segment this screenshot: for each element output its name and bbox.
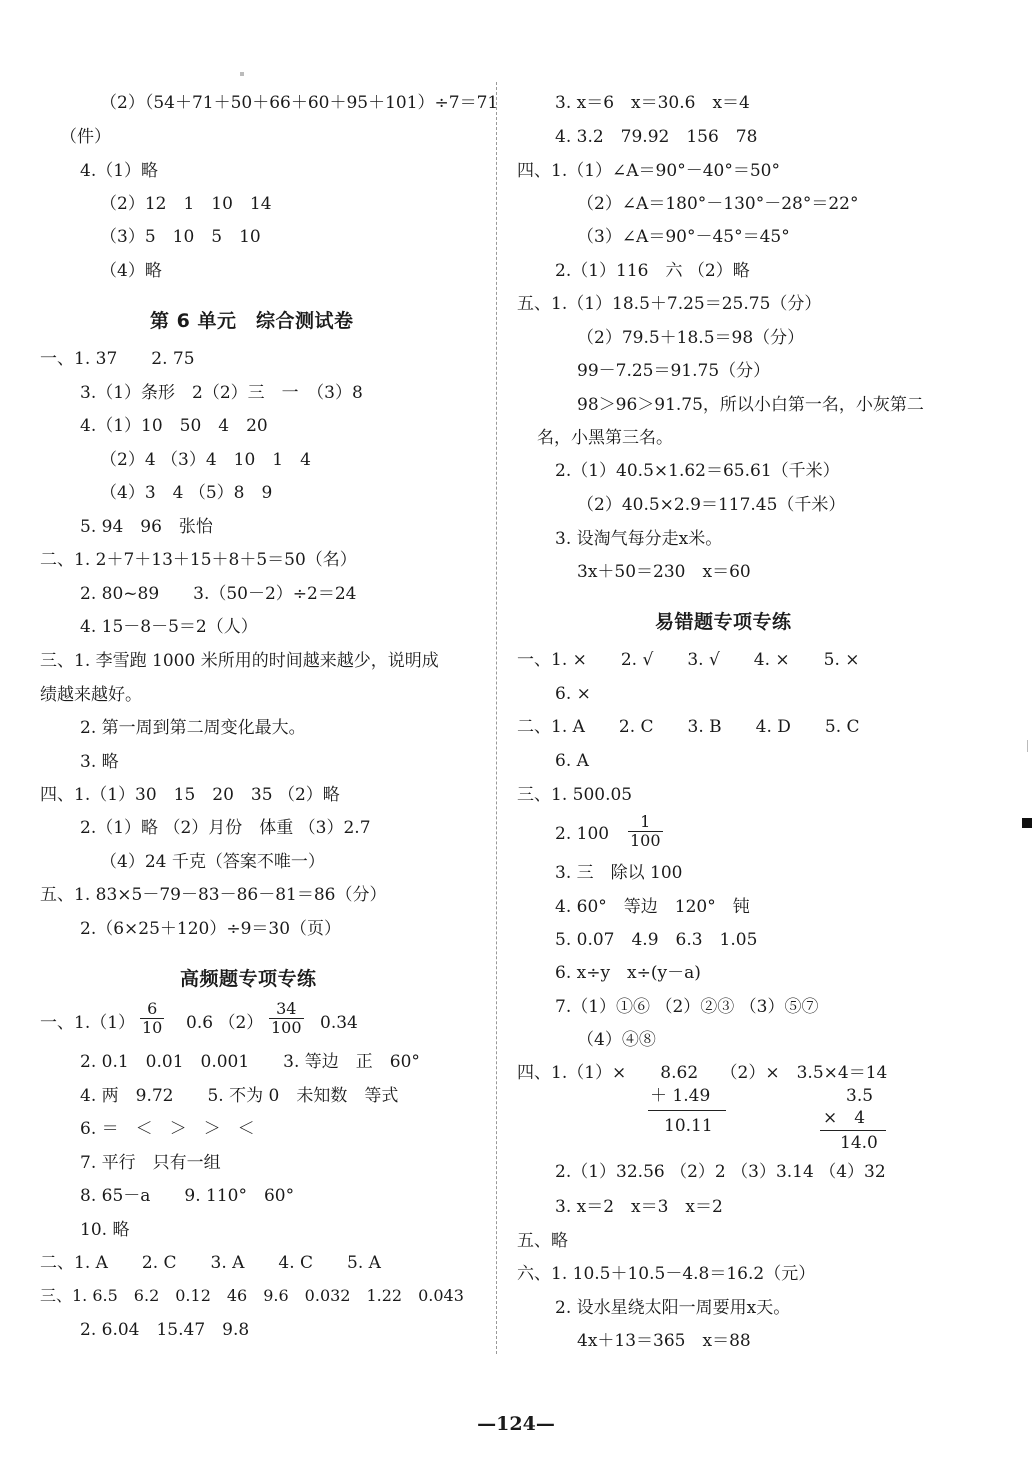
text-line: 2. 80~89 3.（50－2）÷2＝24 — [80, 584, 357, 604]
text-line: 3. x＝6 x＝30.6 x＝4 — [555, 93, 750, 113]
text-line: 五、1. 83×5－79－83－86－81＝86（分） — [40, 885, 387, 905]
fraction-denominator: 10 — [142, 1018, 163, 1037]
text-line: 一、1. × 2. √ 3. √ 4. × 5. × — [517, 650, 860, 670]
text-line: （2）12 1 10 14 — [100, 194, 272, 214]
text-line: 五、1.（1）18.5＋7.25＝25.75（分） — [517, 294, 822, 314]
text-line: 四、1.（1）30 15 20 35 （2）略 — [40, 785, 340, 805]
text-line: 2. 第一周到第二周变化最大。 — [80, 718, 306, 738]
text-line: 三、1. 李雪跑 1000 米所用的时间越来越少，说明成 — [40, 651, 439, 671]
addition-result: 10.11 — [664, 1116, 713, 1136]
text-line: 6. x÷y x÷(y－a) — [555, 963, 701, 983]
fraction — [140, 1000, 164, 1037]
text-line: 0.34 — [320, 1013, 358, 1033]
text-line: 二、1. A 2. C 3. A 4. C 5. A — [40, 1253, 381, 1273]
text-line: 2. 100 — [555, 824, 610, 844]
page-number: —124— — [477, 1413, 555, 1435]
text-line: 五、略 — [517, 1231, 568, 1251]
text-line: 6. × — [555, 684, 591, 704]
addition-rule — [648, 1110, 726, 1111]
text-line: 4. 两 9.72 5. 不为 0 未知数 等式 — [80, 1086, 399, 1106]
text-line: 7.（1）①⑥ （2）②③ （3）⑤⑦ — [555, 997, 819, 1017]
text-line: 绩越来越好。 — [40, 685, 142, 705]
text-line: 2.（1）略 （2）月份 体重 （3）2.7 — [80, 818, 371, 838]
text-line: 一、1. 37 2. 75 — [40, 349, 195, 369]
fraction-numerator: 6 — [140, 1000, 164, 1019]
fraction — [269, 1000, 304, 1037]
text-line: （3）∠A＝90°－45°＝45° — [577, 227, 790, 247]
text-line: 98＞96＞91.75，所以小白第一名，小灰第二 — [577, 395, 924, 415]
fraction — [628, 813, 663, 850]
text-line: 0.6 （2） — [186, 1013, 264, 1033]
text-line: 三、1. 500.05 — [517, 785, 633, 805]
text-line: 2. 0.1 0.01 0.001 3. 等边 正 60° — [80, 1052, 420, 1072]
text-line: （4）24 千克（答案不唯一） — [100, 852, 325, 872]
text-line: （3）5 10 5 10 — [100, 227, 261, 247]
text-line: 二、1. A 2. C 3. B 4. D 5. C — [517, 717, 860, 737]
fraction-numerator: 1 — [628, 813, 663, 832]
text-line: 3. 设淘气每分走x米。 — [555, 529, 723, 549]
section-heading: 易错题专项专练 — [655, 611, 792, 633]
section-heading: 高频题专项专练 — [180, 968, 317, 990]
addition-row: ＋ 1.49 — [650, 1086, 711, 1106]
text-line: 10. 略 — [80, 1220, 130, 1240]
text-line: 3x＋50＝230 x＝60 — [577, 562, 751, 582]
text-line: （2）（54＋71＋50＋66＋60＋95＋101）÷7＝71 — [100, 93, 499, 113]
scan-tick — [1027, 740, 1028, 752]
text-line: 4.（1）略 — [80, 161, 159, 181]
text-line: 5. 94 96 张怡 — [80, 517, 213, 537]
text-line: 3. 略 — [80, 752, 119, 772]
text-line: 2.（6×25＋120）÷9＝30（页） — [80, 919, 342, 939]
text-line: （4）3 4 （5）8 9 — [100, 483, 273, 503]
text-line: 3. 三 除以 100 — [555, 863, 683, 883]
text-line: 2. 6.04 15.47 9.8 — [80, 1320, 250, 1340]
text-line: 2.（1）40.5×1.62＝65.61（千米） — [555, 461, 840, 481]
text-line: 3.（1）条形 2（2）三 一 （3）8 — [80, 383, 363, 403]
text-line: 4x＋13＝365 x＝88 — [577, 1331, 751, 1351]
text-line: 4. 60° 等边 120° 钝 — [555, 897, 750, 917]
text-line: 2. 设水星绕太阳一周要用x天。 — [555, 1298, 791, 1318]
fraction-numerator: 34 — [269, 1000, 304, 1019]
multiplication-row: × 4 — [823, 1108, 866, 1128]
multiplication-result: 14.0 — [840, 1133, 878, 1153]
text-line: 4. 3.2 79.92 156 78 — [555, 127, 758, 147]
text-line: 8. 65－a 9. 110° 60° — [80, 1186, 295, 1206]
text-line: 名，小黑第三名。 — [537, 428, 673, 448]
fraction-denominator: 100 — [271, 1018, 302, 1037]
text-line: （2）79.5＋18.5＝98（分） — [577, 328, 805, 348]
text-line: 7. 平行 只有一组 — [80, 1153, 221, 1173]
text-line: 3. x＝2 x＝3 x＝2 — [555, 1197, 723, 1217]
text-line: （2）∠A＝180°－130°－28°＝22° — [577, 194, 859, 214]
column-divider — [496, 82, 497, 1354]
fraction-denominator: 100 — [630, 831, 661, 850]
text-line: （2）4 （3）4 10 1 4 — [100, 450, 311, 470]
section-heading: 第 6 单元 综合测试卷 — [150, 310, 354, 332]
text-line: 一、1.（1） — [40, 1013, 136, 1033]
text-line: 2.（1）116 六 （2）略 — [555, 261, 750, 281]
text-line: （件） — [60, 127, 111, 147]
text-line: 99－7.25＝91.75（分） — [577, 361, 771, 381]
multiplication-row: 3.5 — [846, 1086, 874, 1106]
text-line: 4.（1）10 50 4 20 — [80, 416, 268, 436]
text-line: （4）④⑧ — [577, 1030, 656, 1050]
text-line: （2）40.5×2.9＝117.45（千米） — [577, 495, 846, 515]
text-line: 六、1. 10.5＋10.5－4.8＝16.2（元） — [517, 1264, 816, 1284]
text-line: 2.（1）32.56 （2）2 （3）3.14 （4）32 — [555, 1162, 886, 1182]
multiplication-rule — [820, 1130, 886, 1131]
scan-mark — [1022, 818, 1032, 828]
text-line: 5. 0.07 4.9 6.3 1.05 — [555, 930, 758, 950]
text-line: 6. A — [555, 751, 589, 771]
text-line: 二、1. 2＋7＋13＋15＋8＋5＝50（名） — [40, 550, 357, 570]
text-line: （4）略 — [100, 261, 162, 281]
text-line: 三、1. 6.5 6.2 0.12 46 9.6 0.032 1.22 0.043 — [40, 1286, 464, 1305]
text-line: 四、1.（1）∠A＝90°－40°＝50° — [517, 161, 780, 181]
text-line: 4. 15－8－5＝2（人） — [80, 617, 258, 637]
text-line: 四、1.（1）× 8.62 （2）× 3.5×4＝14 — [517, 1063, 888, 1083]
text-line: 6. ＝ ＜ ＞ ＞ ＜ — [80, 1119, 255, 1139]
scan-dot — [240, 72, 244, 76]
